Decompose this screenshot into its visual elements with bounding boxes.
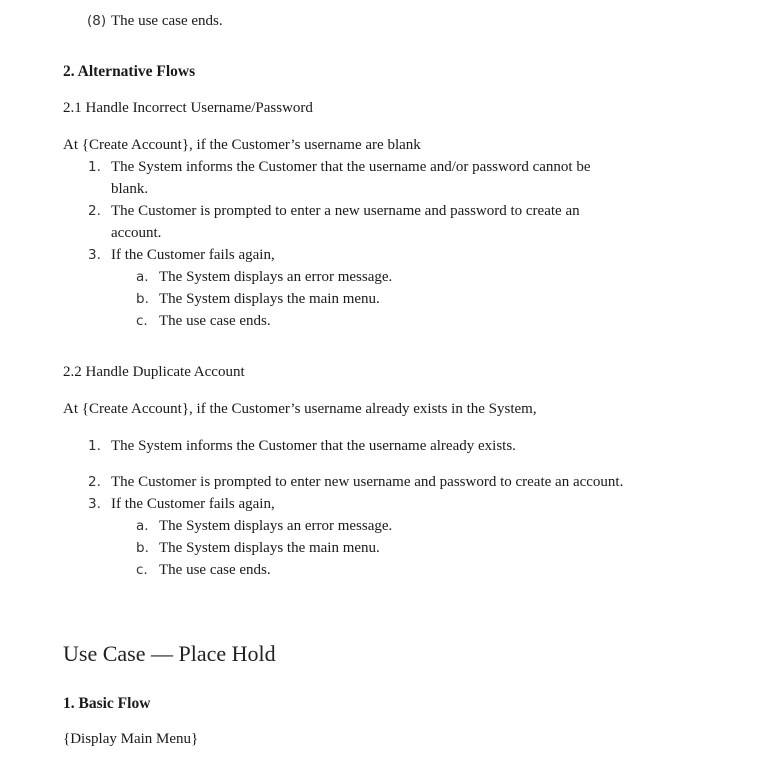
list-marker: 1. <box>88 438 101 454</box>
list-marker: (8) <box>87 13 107 29</box>
sublist-item-text: The use case ends. <box>159 562 271 578</box>
list-item-text: blank. <box>111 181 149 197</box>
sublist-marker: a. <box>136 269 149 285</box>
sublist-item-text: The System displays the main menu. <box>159 540 380 556</box>
list-item-text: The Customer is prompted to enter new username and password to create an account. <box>111 474 624 490</box>
sublist-item-text: The System displays the main menu. <box>159 291 380 307</box>
sublist-marker: b. <box>136 540 149 556</box>
sublist-marker: a. <box>136 518 149 534</box>
list-item-text: If the Customer fails again, <box>111 247 275 263</box>
use-case-title: Use Case — Place Hold <box>63 641 276 666</box>
list-marker: 2. <box>88 203 101 219</box>
list-marker: 3. <box>88 496 101 512</box>
alternative-flows-heading: 2. Alternative Flows <box>63 63 196 80</box>
sublist-marker: c. <box>136 562 148 578</box>
section-2-1-title: 2.1 Handle Incorrect Username/Password <box>63 100 313 116</box>
section-2-1-intro: At {Create Account}, if the Customer’s username are blank <box>63 137 421 153</box>
sublist-item-text: The System displays an error message. <box>159 518 393 534</box>
sublist-item-text: The System displays an error message. <box>159 269 393 285</box>
list-marker: 2. <box>88 474 101 490</box>
list-item-text: If the Customer fails again, <box>111 496 275 512</box>
list-item-text: The Customer is prompted to enter a new username and password to create an <box>111 203 580 219</box>
list-item-text: account. <box>111 225 162 241</box>
list-item-text: The System informs the Customer that the username and/or password cannot be <box>111 159 591 175</box>
section-2-2-title: 2.2 Handle Duplicate Account <box>63 364 245 380</box>
sublist-marker: b. <box>136 291 149 307</box>
basic-flow-heading: 1. Basic Flow <box>63 695 151 712</box>
list-item-text: The System informs the Customer that the username already exists. <box>111 438 516 454</box>
list-marker: 1. <box>88 159 101 175</box>
list-item-text: The use case ends. <box>111 13 223 29</box>
sublist-marker: c. <box>136 313 148 329</box>
section-2-2-intro: At {Create Account}, if the Customer’s username already exists in the System, <box>63 401 537 417</box>
display-main-menu-label: {Display Main Menu} <box>63 731 199 747</box>
sublist-item-text: The use case ends. <box>159 313 271 329</box>
list-marker: 3. <box>88 247 101 263</box>
